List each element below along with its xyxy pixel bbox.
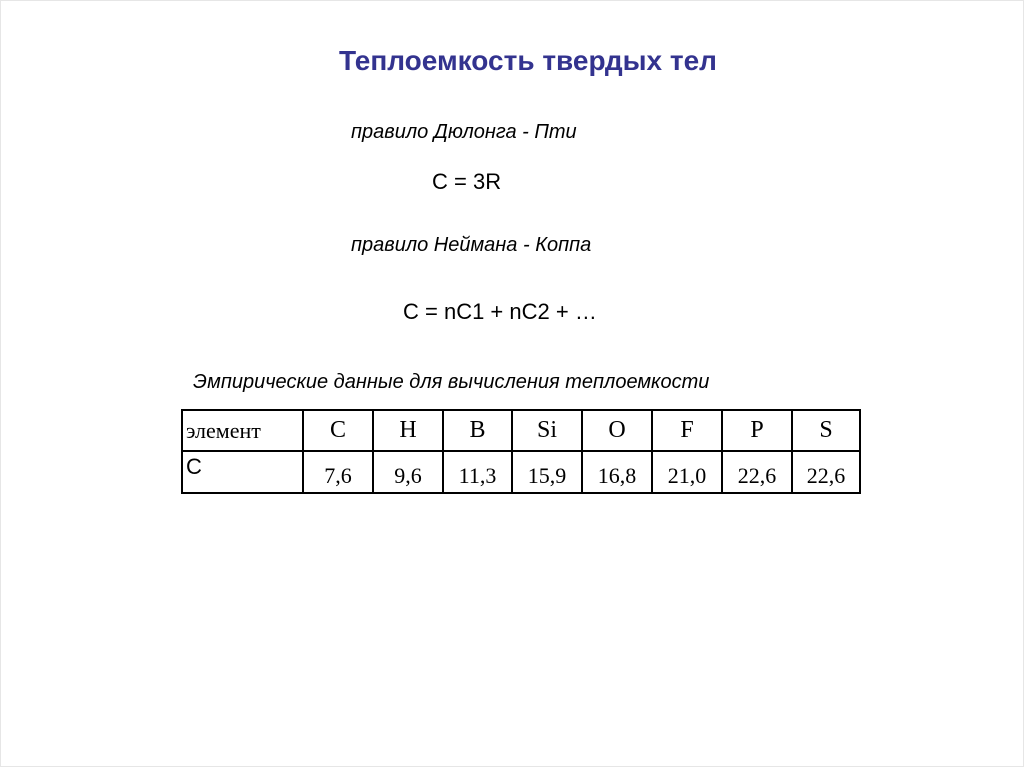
element-cell: C — [303, 410, 373, 451]
dulong-petit-rule-label: правило Дюлонга - Пти — [351, 121, 577, 143]
element-cell: P — [722, 410, 792, 451]
value-cell: 22,6 — [722, 451, 792, 493]
table-header-label: элемент — [182, 410, 303, 451]
neumann-kopp-formula: C = nC1 + nC2 + … — [403, 299, 597, 324]
value-cell: 11,3 — [443, 451, 512, 493]
table-value-row — [182, 451, 860, 493]
value-cell: 7,6 — [303, 451, 373, 493]
dulong-petit-formula: C = 3R — [432, 169, 502, 194]
element-cell: H — [373, 410, 443, 451]
heat-capacity-table — [181, 409, 861, 494]
value-cell: 15,9 — [512, 451, 582, 493]
element-cell: O — [582, 410, 652, 451]
value-cell: 22,6 — [792, 451, 860, 493]
value-cell: 9,6 — [373, 451, 443, 493]
table-row-label: C — [182, 451, 303, 493]
element-cell: B — [443, 410, 512, 451]
slide-title: Теплоемкость твердых тел — [339, 45, 717, 76]
table-caption: Эмпирические данные для вычисления теплоемкости — [193, 371, 710, 393]
value-cell: 21,0 — [652, 451, 722, 493]
element-cell: S — [792, 410, 860, 451]
element-cell: Si — [512, 410, 582, 451]
neumann-kopp-rule-label: правило Неймана - Коппа — [351, 234, 592, 256]
table-header-row — [182, 410, 860, 451]
element-cell: F — [652, 410, 722, 451]
value-cell: 16,8 — [582, 451, 652, 493]
